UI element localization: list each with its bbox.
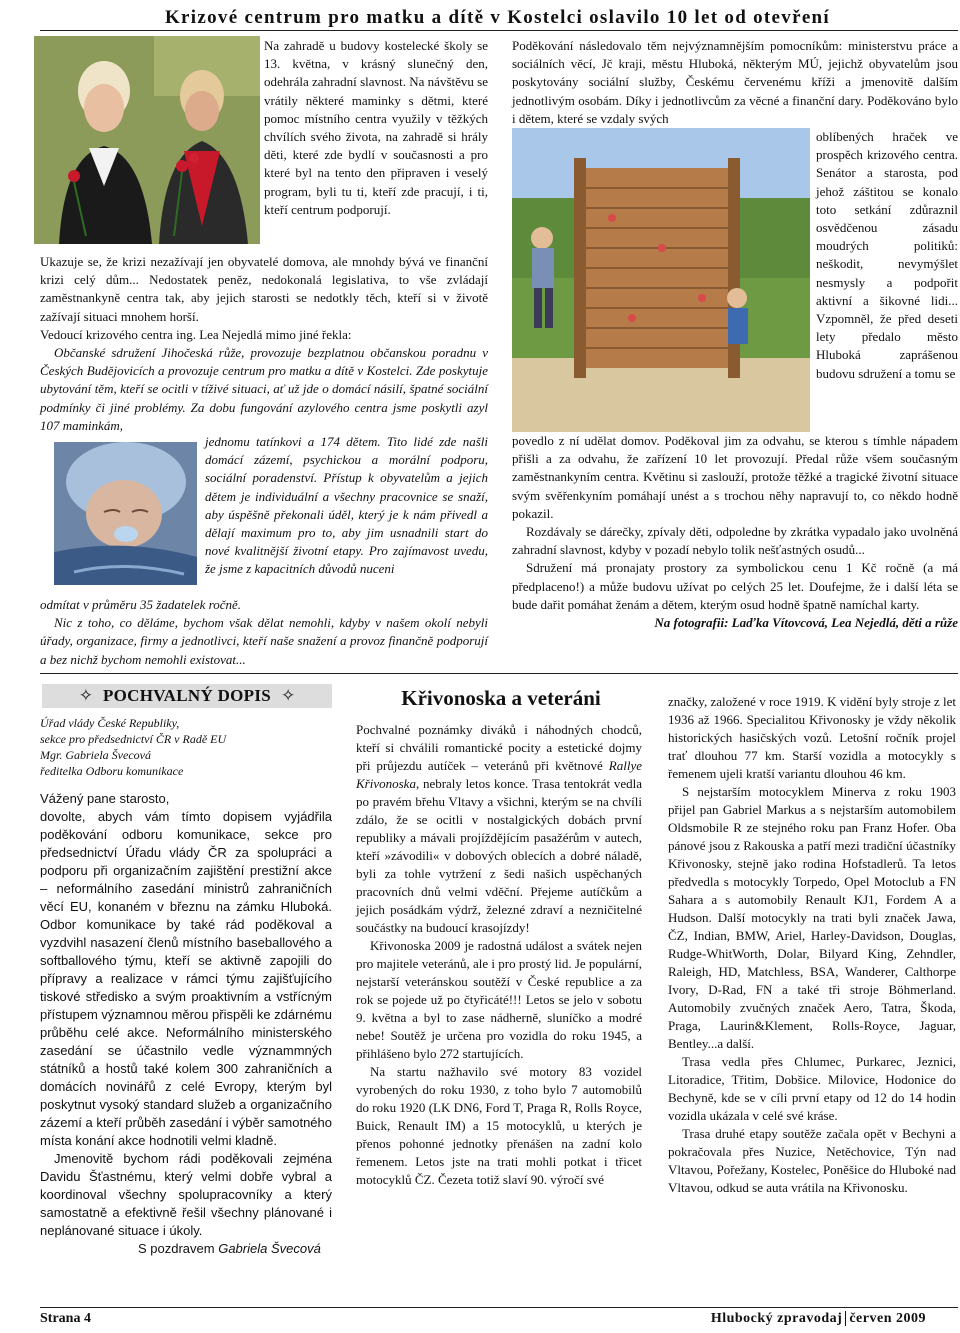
- section-divider: [40, 673, 958, 674]
- article2-p1a: Pochvalné poznámky diváků i náhodných chodců, kteří si chválili romantické pocity a estetické dojmy při průjezdu autíček – veteránů při květnové: [356, 722, 642, 773]
- article2-title: Křivonoska a veteráni: [401, 686, 601, 710]
- article2-p2: Křivonoska 2009 je radostná událost a svátek nejen pro majitele veteránů, ale i pro prostý lid. Je populární, nejstarší veteránskou soutěží v České republice a za rok se pojede už po čtyřicáté!!! Letos se jelo v sobotu 9. května a byl to zase nádherně, sluníčko a modré nebe! Soutěž je určena pro vozidla do roku 1945, a přihlášeno bylo 272 startujících.: [356, 938, 642, 1061]
- letter-title: POCHVALNÝ DOPIS: [102, 686, 272, 705]
- article2-p1: [356, 721, 642, 937]
- article-right-bottom: [512, 432, 958, 632]
- sender-line: sekce pro předsednictví ČR v Radě EU: [40, 732, 227, 746]
- article-quote-3-text: odmítat v průměru 35 žadatelek ročně.: [40, 597, 241, 612]
- sender-line: Úřad vlády České Republiky,: [40, 716, 180, 730]
- article-quote-4: Nic z toho, co děláme, bychom však dělat nemohli, kdyby v našem okolí nebyli úřady, organizace, firmy a jednotlivci, kteří naše snažení a provoz finančně podporují a bez nichž bychom nemohli existovat...: [40, 615, 488, 667]
- photo-women-with-roses: [34, 36, 260, 244]
- letter-body: [40, 790, 332, 1258]
- footer-issue: červen 2009: [849, 1311, 926, 1326]
- footer-publication: [711, 1311, 926, 1327]
- letter-closing-name: Gabriela Švecová: [218, 1241, 321, 1256]
- article2-rally-name: Rallye Křivonoska: [356, 758, 642, 791]
- article2-p7: Trasa druhé etapy soutěže začala opět v Bechyni a pokračovala přes Nuzice, Netěchovice, Týn nad Vltavou, Pořežany, Kostelec, Poněšice do Hluboké nad Vltavou, odkud se auta vrátila na Křivonosku.: [668, 1126, 956, 1195]
- article-right-bottom-text: povedlo z ní udělat domov. Poděkoval jim za odvahu, se kterou s tímhle nápadem přišli a za odvahu, že zařízení 10 let provozují. Předal růže všem současným zaměstnankyním centra. Květinu si zaslouží, protože těžké a tragické životní situace svým svěřenkyním pomáhají unést a s trochou něhy napravují to, co někdo hodně pokazil.: [512, 433, 958, 521]
- article-intro: Na zahradě u budovy kostelecké školy se 13. května, v krásný slunečný den, odehrála zahradní slavnost. Na návštěvu se vrátily některé maminky s dětmi, které pomoc místního centra využily v těžkých chvílích svého života, na zahradě si hrály děti, které zde bydlí v současnosti a pro které byl na tento den připraven i veselý program, byli tu ti, kteří zde pracují, i ti, kteří centrum podporují.: [264, 38, 488, 217]
- article2-p6: Trasa vedla přes Chlumec, Purkarec, Jeznici, Litoradice, Třitim, Dobšice. Milovice, Hodonice do Bechyně, kde se v cíli první etapy od 12 do 14 hodin vozidla ukázala v celé své kráse.: [668, 1054, 956, 1123]
- article2-p5: S nejstarším motocyklem Minerva z roku 1903 přijel pan Gabriel Markus a s nejstarším automobilem Oldsmobile R ze stejného roku pan Franz Hofer. Oba pánové jsou z Rakouska a patří mezi tradiční účastníky Křivonosky, stejně jako rodina Hofstadlerů. Ta letos předvedla s motocykly Torpedo, Opel Motoclub a FN Sahara a s automobily Renault KJ1, Fordem A a Hudson. Další motocykly na trati byli značek Jawa, ČZ, Indian, BMW, Ariel, Harley-Davidson, Douglas, Rudge-WhitWorth, Dolar, Bilyard King, Zehndler, Raleigh, HD, Matchless, BSA, Wanderer, Calthorpe Ivory, D-Rad, FN a také tři stroje Böhmerland. Automobily zvučných značek Aero, Tatra, Škoda, Praga, Laurin&Klement, Rolls-Royce, Jaguar, Bentley...a další.: [668, 784, 956, 1051]
- footer-rule: [40, 1307, 958, 1308]
- article-right-p3: Sdružení má pronajaty prostory za symbolickou cenu 1 Kč ročně (a má předplaceno!) a může budovu užívat po celých 25 let. Doufejme, že i další léta se bude dařit pomáhat ženám a dětem, kterým osud hodně špatně namíchal karty.: [512, 560, 958, 612]
- article2-col2: [668, 693, 956, 1197]
- letter-body-2: Jmenovitě bychom rádi poděkovali zejména Davidu Šťastnému, který velmi dobře vybral a koordinoval všechny spolupracovníky a který samostatně a efektivně řešil všechny plánované i neplánované situace i úkoly.: [40, 1151, 332, 1238]
- article-para-2: [40, 253, 488, 435]
- article-title-bar: [40, 4, 958, 31]
- article-title: Krizové centrum pro matku a dítě v Kostelci oslavilo 10 let od otevření: [164, 7, 830, 28]
- article2-p1b: , nebraly letos konce. Trasa tentokrát vedla po pravém břehu Vltavy a všichni, kterým se na chvíli zdálo, že se ocitli v nostalgických dobách první republiky a mávali projíždějícím pasažérům v autech, kteří »závodili« v dobových oblecích a dobré náladě, byli za tohle vytržení z šedi našich uspěchaných pracovních dnů velmi vděční. Přejeme autíčkům a jejich posádkám výdrž, železné zdraví a nezničitelné součástky na budoucí krasojízdy!: [356, 776, 642, 935]
- footer-publication-name: Hlubocký zpravodaj: [710, 1311, 843, 1326]
- letter-title-box: [42, 684, 332, 708]
- photo-sleeping-baby: [54, 442, 197, 585]
- letter-closing: [40, 1240, 332, 1258]
- article2-col1: [356, 721, 642, 1189]
- footer-separator: [845, 1311, 846, 1326]
- article-quote-3: [40, 596, 488, 669]
- letter-body-1: dovolte, abych vám tímto dopisem vyjádřila poděkování odboru komunikace, sekce pro předsednictví Úřadu vlády ČR za spolupráci a podporu při organizačním zajištění prestižní akce – neformálního zasedání ministrů zahraničních věcí EU, konaném v březnu na zámku Hluboká. Odbor komunikace by také rád poděkoval a vyzdvihl nasazení členů místního baseballového a softballového týmu, kteří se aktivně zapojili do přípravy a realizace v rámci týmu zajišťujícího tiskové středisko a svým proaktivním a vstřícným přístupem významnou měrou přispěli ke zdárnému průběhu celé akce. Neformálního ministerského zasedání se účastnilo vedle význammných státníků a hostů také kolem 300 zahraničních a domácích novinářů z celé Evropy, kterým byl poskytnut vysoký standard služeb a organizačního zázemí a kteří průběh zasedání i výběr samotného místa konání akce hodnotili velmi kladně.: [40, 809, 332, 1148]
- sparkle-icon: ✧: [281, 686, 296, 705]
- article-crisis-text: Ukazuje se, že krizi nezažívají jen obyvatelé domova, ale mnohdy bývá ve finanční krizi celý dům... Nedostatek peněz, nedokonalá legislativa, to vše zvládají zaměstnankyně centra tak, aby jejich starosti se nedotkly těch, kteří si v životě zažívají situaci mnohem horší.: [40, 254, 488, 324]
- photo-playground-children: [512, 128, 810, 432]
- photo-caption: Na fotografii: Laďka Vítovcová, Lea Nejedlá, děti a růže: [654, 615, 958, 631]
- article-right-p2: Rozdávaly se dárečky, zpívaly děti, odpoledne by zkrátka vypadalo jako uvolněná zahradní slavnost, kdyby v pozadí nebylo tolik nešťastných osudů...: [512, 524, 958, 558]
- article-leader-intro: Vedoucí krizového centra ing. Lea Nejedlá mimo jiné řekla:: [40, 326, 352, 342]
- article-right-side: oblíbených hraček ve prospěch krizového centra. Senátor a starosta, pod jehož záštitou se konalo toto setkání zdůraznil osvědčenou zásadu moudrých politiků: neškodit, nevymýšlet nesmysly a podpořit aktivní a šikovné lidi... Vzpomněl, že před deseti lety předalo město Hluboká zaprášenou budovu sdružení a tomu se: [816, 129, 958, 381]
- letter-closing-prefix: S pozdravem: [138, 1241, 215, 1256]
- article-right-top: Poděkování následovalo těm nejvýznamnějším pomocníkům: ministerstvu práce a sociálních věcí, Jč kraji, městu Hluboká, některým MÚ, jejichž obyvatelům jsou poskytovány sociální služby, Českému červenému kříži a jmenovitě dalším jednotlivým osobám. Díky i jednotlivcům za věcné a finanční dary. Poděkováno bylo i dětem, které se vzdaly svých: [512, 38, 958, 126]
- article-quote-2: jednomu tatínkovi a 174 dětem. Tito lidé zde našli domácí zázemí, psychickou a morální podporu, sociální poradenství. Přístup k obyvatelům a jejich dětem je individuální a všechny pracovnice se snaží, aby úspěšně překonali úděl, který je k nám přivedl a dělají maximum pro to, aby jim usnadnili start do nové kvalitnější životní etapy. Pro zajímavost uvedu, že jsme z kapacitních důvodů nuceni: [205, 434, 488, 577]
- footer-page-number: Strana 4: [40, 1311, 91, 1326]
- article-quote-1: Občanské sdružení Jihočeská růže, provozuje bezplatnou občanskou poradnu v Českých Budějovicích a provozuje centrum pro matku a dítě v Kostelci. Zde poskytuje ubytování těm, kteří se ocitli v tíživé situaci, ať už jde o domácí násilí, špatné sociální podmínky či jiné problémy. Za dobu fungování azylového centra jsme poskytli azyl 107 maminkám,: [40, 345, 488, 433]
- sender-line: Mgr. Gabriela Švecová: [40, 748, 151, 762]
- article2-p3: Na startu nažhavilo své motory 83 vozidel vyrobených do roku 1930, z toho bylo 7 automobilů do roku 1920 (LK DN6, Ford T, Praga R, Rolls Royce, Buick, Renault IM) a 15 motocyklů, u kterých je přenos pohonné jednotky přenášen na zadní kolo řemenem. Letos jste na trati mohli potkat i třicet motocyklů ČZ. Čezeta totiž slaví 90. výročí své: [356, 1064, 642, 1187]
- letter-salutation: Vážený pane starosto,: [40, 791, 170, 806]
- letter-sender: [40, 715, 340, 779]
- sparkle-icon: ✧: [78, 686, 93, 705]
- article2-p4: značky, založené v roce 1919. K vidění byly stroje z let 1936 až 1966. Specialitou Křivonosky je vždy několik historických hasičských vozů. Letošní ročník projel trať dlouhou 77 km. Starší vozidla a motocykly s řemenem ujeli kratší variantu dlouhou 46 km.: [668, 694, 956, 781]
- sender-line: ředitelka Odboru komunikace: [40, 764, 184, 778]
